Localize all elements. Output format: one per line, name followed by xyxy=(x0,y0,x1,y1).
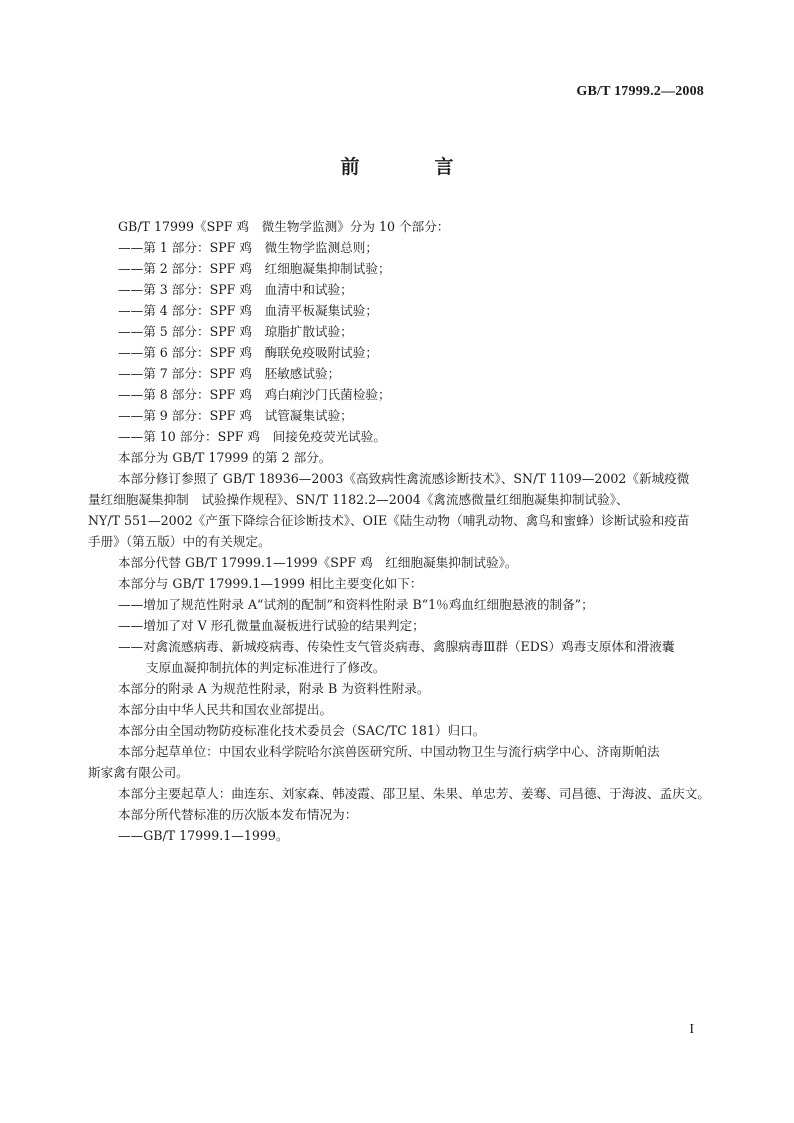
part-item-3: ——第 3 部分：SPF 鸡 血清中和试验； xyxy=(118,282,353,297)
reference-line-1: 本部分修订参照了 GB/T 18936—2003《高致病性禽流感诊断技术》、SN/T 1109—2002《新城疫微 xyxy=(118,471,690,486)
page-title: 前 言 xyxy=(340,156,482,178)
history-intro: 本部分所代替标准的历次版本发布情况为： xyxy=(118,807,358,822)
replaces-paragraph: 本部分代替 GB/T 17999.1—1999《SPF 鸡 红细胞凝集抑制试验》。 xyxy=(118,555,518,570)
document-body xyxy=(88,216,710,846)
managed-by: 本部分由全国动物防疫标准化技术委员会（SAC/TC 181）归口。 xyxy=(118,723,486,738)
change-item-1: ——增加了规范性附录 A“试剂的配制”和资料性附录 B“1％鸡血红细胞悬液的制备”； xyxy=(118,597,594,612)
part-item-10: ——第 10 部分：SPF 鸡 间接免疫荧光试验。 xyxy=(118,429,386,444)
part-item-7: ——第 7 部分：SPF 鸡 胚敏感试验； xyxy=(118,366,341,381)
reference-line-2: 量红细胞凝集抑制 试验操作规程》、SN/T 1182.2—2004《禽流感微量红细胞凝集抑制试验》、 xyxy=(88,492,629,507)
history-item: ——GB/T 17999.1—1999。 xyxy=(118,828,289,843)
change-item-3-line-1: ——对禽流感病毒、新城疫病毒、传染性支气管炎病毒、禽腺病毒Ⅲ群（EDS）鸡毒支原体和滑液囊 xyxy=(118,639,675,654)
part-item-5: ——第 5 部分：SPF 鸡 琼脂扩散试验； xyxy=(118,324,353,339)
part-item-2: ——第 2 部分：SPF 鸡 红细胞凝集抑制试验； xyxy=(118,261,391,276)
part-item-6: ——第 6 部分：SPF 鸡 酶联免疫吸附试验； xyxy=(118,345,378,360)
change-item-2: ——增加了对 V 形孔微量血凝板进行试验的结果判定； xyxy=(118,618,425,633)
part-item-9: ——第 9 部分：SPF 鸡 试管凝集试验； xyxy=(118,408,353,423)
part-item-1: ——第 1 部分：SPF 鸡 微生物学监测总则； xyxy=(118,240,378,255)
intro-paragraph: GB/T 17999《SPF 鸡 微生物学监测》分为 10 个部分： xyxy=(118,219,450,234)
proposed-by: 本部分由中华人民共和国农业部提出。 xyxy=(118,702,333,717)
this-part-paragraph: 本部分为 GB/T 17999 的第 2 部分。 xyxy=(118,450,332,465)
drafters-paragraph: 本部分主要起草人：曲连东、刘家森、韩凌霞、邵卫星、朱果、单忠芳、姜骞、司昌德、于海波、孟庆文。 xyxy=(118,786,710,801)
part-item-8: ——第 8 部分：SPF 鸡 鸡白痢沙门氏菌检验； xyxy=(118,387,391,402)
part-item-4: ——第 4 部分：SPF 鸡 血清平板凝集试验； xyxy=(118,303,378,318)
drafting-units-line-1: 本部分起草单位：中国农业科学院哈尔滨兽医研究所、中国动物卫生与流行病学中心、济南斯帕法 xyxy=(118,744,660,759)
change-item-3-line-2: 支原血凝抑制抗体的判定标准进行了修改。 xyxy=(146,660,386,675)
page-number: I xyxy=(689,1022,694,1037)
drafting-units-line-2: 斯家禽有限公司。 xyxy=(88,765,189,780)
reference-line-4: 手册》（第五版）中的有关规定。 xyxy=(88,534,271,549)
changes-intro: 本部分与 GB/T 17999.1—1999 相比主要变化如下： xyxy=(118,576,423,591)
reference-line-3: NY/T 551—2002《产蛋下降综合征诊断技术》、OIE《陆生动物（哺乳动物、禽鸟和蜜蜂）诊断试验和疫苗 xyxy=(88,513,690,528)
standard-code-header: GB/T 17999.2—2008 xyxy=(576,84,704,99)
appendix-note: 本部分的附录 A 为规范性附录，附录 B 为资料性附录。 xyxy=(118,681,430,696)
